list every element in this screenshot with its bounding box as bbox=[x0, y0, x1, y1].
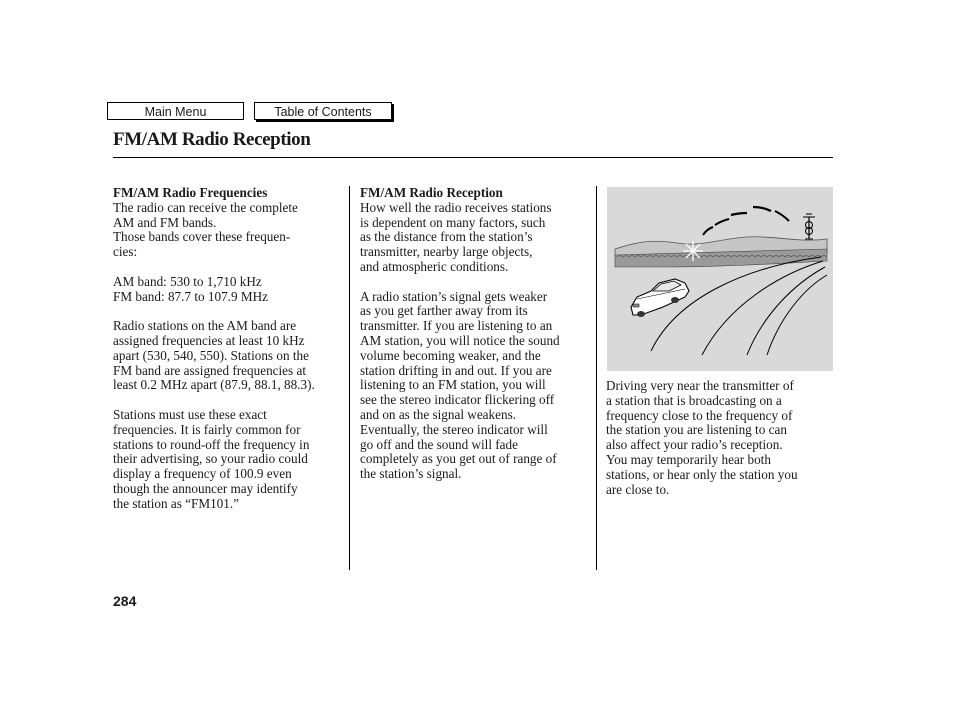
title-rule bbox=[113, 157, 833, 158]
section-heading-reception: FM/AM Radio Reception bbox=[360, 185, 503, 200]
paragraph: Radio stations on the AM band are assigned frequencies at least 10 kHz apart (530, 540, 550). Stations on the FM band are assigned frequencies at least 0.2 MHz apart (87.9, 88.1, 88.3). bbox=[113, 318, 315, 393]
band-list: AM band: 530 to 1,710 kHz FM band: 87.7 to 107.9 MHz bbox=[113, 273, 268, 304]
column-frequencies bbox=[113, 186, 345, 526]
reception-illustration bbox=[607, 187, 833, 371]
paragraph: Driving very near the transmitter of a station that is broadcasting on a frequency close to the frequency of the station you are listening to can also affect your radio’s reception. You may temporarily hear both stations, or hear only the station you are close to. bbox=[606, 378, 798, 497]
car-icon bbox=[631, 279, 689, 317]
main-menu-button[interactable]: Main Menu bbox=[107, 102, 244, 120]
column-interference bbox=[606, 379, 836, 512]
paragraph: How well the radio receives stations is dependent on many factors, such as the distance from the station’s transmitter, nearby large objects, and atmospheric conditions. bbox=[360, 199, 552, 274]
column-divider bbox=[596, 186, 597, 570]
page-number: 284 bbox=[113, 593, 137, 609]
paragraph: A radio station’s signal gets weaker as you get farther away from its transmitter. If you are listening to an AM station, you will notice the sound volume becoming weaker, and the station drifting in and out. If you are listening to an FM station, you will see the stereo indicator flickering off and on as the signal weakens. Eventually, the stereo indicator will go off and the sound will fade completely as you get out of range of the station’s signal. bbox=[360, 288, 560, 482]
paragraph: Stations must use these exact frequencies. It is fairly common for stations to round-off the frequency in their advertising, so your radio could display a frequency of 100.9 even though the announcer may identify the station as “FM101.” bbox=[113, 406, 310, 511]
column-divider bbox=[349, 186, 350, 570]
paragraph: Those bands cover these frequen- cies: bbox=[113, 229, 291, 260]
section-heading-frequencies: FM/AM Radio Frequencies bbox=[113, 185, 268, 200]
table-of-contents-button[interactable]: Table of Contents bbox=[254, 102, 392, 120]
signal-burst-icon bbox=[683, 241, 703, 261]
column-reception bbox=[360, 186, 592, 497]
page-title: FM/AM Radio Reception bbox=[113, 129, 311, 150]
paragraph: The radio can receive the complete AM and FM bands. bbox=[113, 199, 298, 230]
transmitter-tower-icon bbox=[803, 214, 815, 239]
car-transmitter-drawing bbox=[607, 187, 833, 371]
